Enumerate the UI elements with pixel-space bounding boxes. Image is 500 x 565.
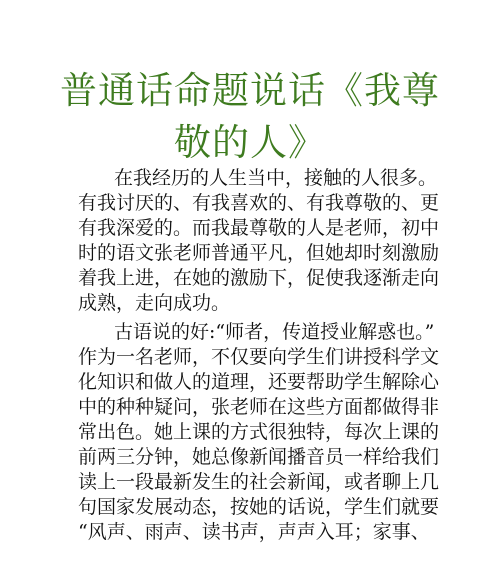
document-title-line-1: 普通话命题说话《我尊 <box>60 69 440 112</box>
paragraph-2-line-8: 句国家发展动态，按她的话说，学生们就要 <box>78 496 440 518</box>
paragraph-2-line-3: 化知识和做人的道理，还要帮助学生解除心 <box>78 371 440 393</box>
paragraph-2-line-6: 前两三分钟，她总像新闻播音员一样给我们 <box>78 446 440 468</box>
paragraph-1-line-2: 有我讨厌的、有我喜欢的、有我尊敬的、更 <box>78 192 440 214</box>
paragraph-2-line-2: 作为一名老师，不仅要向学生们讲授科学文 <box>78 346 440 368</box>
paragraph-2-line-1: 古语说的好:“师者，传道授业解惑也。” <box>114 321 435 343</box>
paragraph-1-line-4: 时的语文张老师普通平凡，但她却时刻激励 <box>78 242 440 264</box>
paragraph-1-line-1: 在我经历的人生当中，接触的人很多。 <box>114 167 438 189</box>
document-title-line-2: 敬的人》 <box>174 121 326 164</box>
paragraph-2-line-9: “风声、雨声、读书声，声声入耳；家事、 <box>78 521 430 543</box>
paragraph-1-line-3: 有我深爱的。而我最尊敬的人是老师，初中 <box>78 217 440 239</box>
paragraph-1-line-5: 着我上进，在她的激励下，促使我逐渐走向 <box>78 267 440 289</box>
paragraph-2-line-4: 中的种种疑问，张老师在这些方面都做得非 <box>78 396 440 418</box>
paragraph-2-line-5: 常出色。她上课的方式很独特，每次上课的 <box>78 421 440 443</box>
paragraph-2-line-7: 读上一段最新发生的社会新闻，或者聊上几 <box>78 471 440 493</box>
paragraph-1-line-6: 成熟，走向成功。 <box>78 292 231 314</box>
